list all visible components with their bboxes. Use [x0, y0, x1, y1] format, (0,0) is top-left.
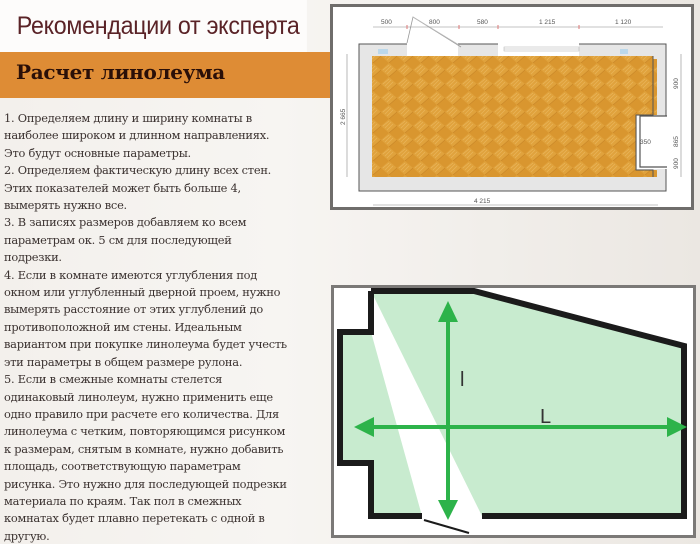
text-line: вымерять расстояние от этих углублений до [4, 302, 263, 317]
text-line: 2. Определяем фактическую длину всех стен. [4, 163, 272, 178]
text-line: другую. [4, 528, 50, 543]
length-label: L [540, 406, 552, 428]
room-diagram-image [331, 285, 696, 538]
text-line: окном или углубленный дверной проем, нужно [4, 285, 281, 300]
text-line: 5. Если в смежные комнаты стелется [4, 372, 223, 387]
dimension-label: 580 [477, 19, 488, 26]
dimension-label: 900 [673, 78, 680, 89]
page-title: Рекомендации от эксперта [0, 0, 307, 52]
text-line: одинаковый линолеум, нужно применить еще [4, 389, 273, 404]
dimension-label: 350 [640, 139, 651, 146]
text-line: линолеума с четким, повторяющимся рисунком [4, 424, 286, 439]
dimension-label: 1 215 [539, 19, 556, 26]
room-diagram-drawing [334, 288, 693, 535]
text-line: площадь, соответствующую параметрам [4, 459, 241, 474]
dimension-label: 865 [673, 136, 680, 147]
text-line: Этих показателей может быть больше 4, [4, 180, 241, 195]
text-line: вымерять нужно все. [4, 198, 127, 213]
width-label: l [460, 369, 465, 391]
dimension-label: 4 215 [474, 198, 491, 205]
text-line: противоположной им стены. Идеальным [4, 319, 242, 334]
text-line: 4. Если в комнате имеются углубления под [4, 267, 258, 282]
section-title: Расчет линолеума [16, 60, 225, 84]
text-line: подрезки. [4, 250, 62, 265]
text-line: материала по краям. Так пол в смежных [4, 493, 242, 508]
text-line: рисунка. Это нужно для последующей подрезки [4, 476, 287, 491]
text-line: Это будут основные параметры. [4, 145, 191, 160]
text-line: наиболее широком и длинном направлениях. [4, 128, 270, 143]
text-line: 3. В записях размеров добавляем ко всем [4, 215, 247, 230]
dimension-label: 2 665 [340, 108, 347, 125]
text-line: эти параметры в общем размере рулона. [4, 354, 243, 369]
section-header-bar [0, 52, 330, 98]
text-line: к размерам, снятым в комнате, нужно добавить [4, 441, 284, 456]
dimension-label: 900 [673, 158, 680, 169]
text-line: параметрам ок. 5 см для последующей [4, 232, 232, 247]
instructions-text [4, 110, 328, 544]
dimension-label: 1 120 [615, 19, 632, 26]
dimension-label: 800 [429, 19, 440, 26]
text-line: вариантом при покупке линолеума будет учесть [4, 337, 287, 352]
text-line: одно правило при расчете его количества. Для [4, 406, 279, 421]
floor-plan-image [330, 4, 694, 210]
text-line: комнатах будет плавно перетекать с одной в [4, 511, 265, 526]
dimension-label: 500 [381, 19, 392, 26]
text-line: 1. Определяем длину и ширину комнаты в [4, 111, 252, 125]
floor-plan-drawing [333, 7, 691, 207]
